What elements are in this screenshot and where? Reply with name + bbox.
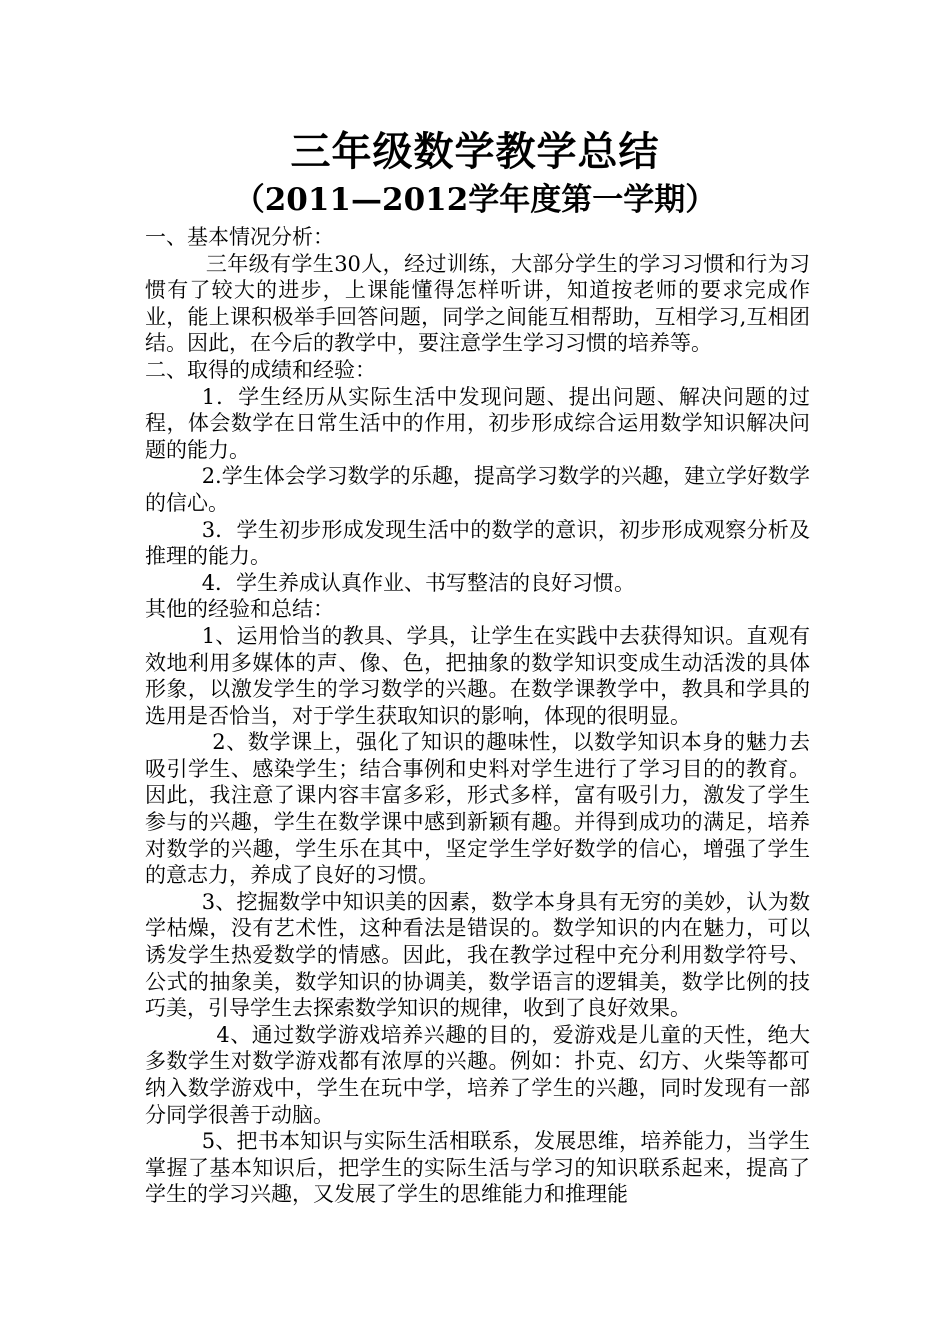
experience-item-2: 2、数学课上，强化了知识的趣味性，以数学知识本身的魅力去吸引学生、感染学生；结合事例和史料对学生进行了学习目的的教育。因此，我注意了课内容丰富多彩，形式多样，富有吸引力，激发了学生参与的兴趣，学生在数学课中感到新颖有趣。并得到成功的满足，培养对数学的兴趣，学生乐在其中，坚定学生学好数学的信心，增强了学生的意志力，养成了良好的习惯。 [145, 730, 810, 888]
achievement-item-3: 3．学生初步形成发现生活中的数学的意识，初步形成观察分析及推理的能力。 [145, 517, 810, 569]
experience-item-5: 5、把书本知识与实际生活相联系，发展思维，培养能力，当学生掌握了基本知识后，把学生的实际生活与学习的知识联系起来，提高了学生的学习兴趣，又发展了学生的思维能力和推理能 [145, 1129, 810, 1207]
section-heading-other-experience: 其他的经验和总结： [145, 597, 334, 622]
section-heading-achievements: 二、取得的成绩和经验： [145, 357, 376, 382]
section-heading-basic-analysis: 一、基本情况分析： [145, 225, 334, 249]
achievement-item-1: 1．学生经历从实际生活中发现问题、提出问题、解决问题的过程，体会数学在日常生活中的作用，初步形成综合运用数学知识解决问题的能力。 [145, 384, 810, 462]
experience-item-1: 1、运用恰当的教具、学具，让学生在实践中去获得知识。直观有效地利用多媒体的声、像、色，把抽象的数学知识变成生动活泼的具体形象，以激发学生的学习数学的兴趣。在数学课教学中，教具和学具的选用是否恰当，对于学生获取知识的影响，体现的很明显。 [145, 623, 810, 728]
achievement-item-4: 4．学生养成认真作业、书写整洁的良好习惯。 [201, 570, 636, 595]
experience-item-3: 3、挖掘数学中知识美的因素，数学本身具有无穷的美妙，认为数学枯燥，没有艺术性，这种看法是错误的。数学知识的内在魅力，可以诱发学生热爱数学的情感。因此，我在教学过程中充分利用数学符号、公式的抽象美，数学知识的协调美，数学语言的逻辑美，数学比例的技巧美，引导学生去探索数学知识的规律，收到了良好效果。 [145, 889, 810, 1021]
document-subtitle: （2011—2012学年度第一学期） [233, 182, 717, 218]
document-title: 三年级数学教学总结 [290, 128, 660, 175]
document-body [145, 224, 810, 1208]
achievement-item-2: 2.学生体会学习数学的乐趣，提高学习数学的兴趣，建立学好数学的信心。 [145, 464, 810, 515]
experience-item-4: 4、通过数学游戏培养兴趣的目的，爱游戏是儿童的天性，绝大多数学生对数学游戏都有浓厚的兴趣。例如：扑克、幻方、火柴等都可纳入数学游戏中，学生在玩中学，培养了学生的兴趣，同时发现有一部分同学很善于动脑。 [145, 1022, 810, 1127]
paragraph-basic-analysis: 三年级有学生30人，经过训练，大部分学生的学习习惯和行为习惯有了较大的进步，上课能懂得怎样听讲，知道按老师的要求完成作业，能上课积极举手回答问题，同学之间能互相帮助，互相学习,互相团结。因此，在今后的教学中，要注意学生学习习惯的培养等。 [145, 251, 810, 356]
